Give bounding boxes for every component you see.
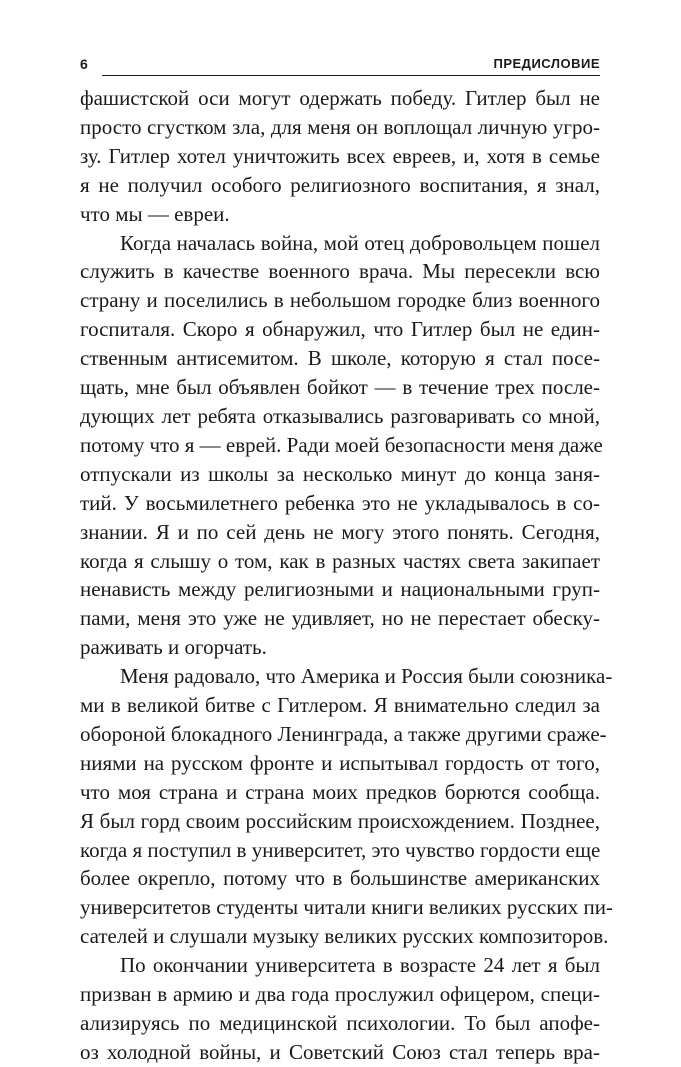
text-line: сателей и слушали музыку великих русских композиторов. — [80, 924, 609, 949]
paragraph — [80, 951, 600, 1067]
text-line: пами, меня это уже не удивляет, но не перестает обеску- — [80, 606, 600, 631]
text-line: когда я поступил в университет, это чувство гордости еще — [80, 837, 601, 862]
text-line: что мы — евреи. — [80, 201, 230, 226]
text-line: призван в армию и два года прослужил офицером, специ- — [80, 982, 600, 1007]
text-line: я не получил особого религиозного воспитания, я знал, — [80, 172, 600, 197]
text-line: потому что я — еврей. Ради моей безопасности меня даже — [80, 432, 603, 457]
paragraph — [80, 229, 603, 663]
text-line: знании. Я и по сей день не могу этого понять. Сегодня, — [80, 519, 600, 544]
text-body — [80, 84, 613, 1067]
text-line: ственным антисемитом. В школе, которую я стал посе- — [80, 346, 600, 371]
text-line: оз холодной войны, и Советский Союз стал теперь вра- — [80, 1039, 600, 1064]
page-number: 6 — [80, 56, 88, 72]
text-line: страну и поселились в небольшом городке близ военного — [80, 288, 600, 313]
text-line: тий. У восьмилетнего ребенка это не укладывалось в со- — [80, 490, 600, 515]
text-line: дующих лет ребята отказывались разговаривать со мной, — [80, 403, 600, 428]
text-line: раживать и огорчать. — [80, 635, 267, 660]
header-rule — [102, 75, 600, 76]
text-line: По окончании университета в возрасте 24 лет я был — [120, 953, 600, 978]
text-line: университетов студенты читали книги великих русских пи- — [80, 895, 613, 920]
text-line: фашистской оси могут одержать победу. Гитлер был не — [80, 86, 600, 110]
text-line: Когда началась война, мой отец добровольцем пошел — [120, 230, 600, 255]
text-line: госпиталя. Скоро я обнаружил, что Гитлер был не един- — [80, 317, 600, 342]
text-line: щать, мне был объявлен бойкот — в течение трех после- — [80, 375, 600, 400]
section-title: ПРЕДИСЛОВИЕ — [493, 56, 600, 71]
text-line: ми в великой битве с Гитлером. Я внимательно следил за — [80, 693, 600, 718]
text-line: ализируясь по медицинской психологии. То был апофе- — [80, 1011, 600, 1035]
paragraph — [80, 84, 600, 229]
running-header — [80, 55, 600, 81]
text-line: ненависть между религиозными и национальными груп- — [80, 577, 600, 602]
text-line: Я был горд своим российским происхождением. Позднее, — [80, 808, 600, 833]
text-line: обороной блокадного Ленинграда, а также другими сраже- — [80, 721, 607, 746]
text-line: ниями на русском фронте и испытывал гордость от того, — [80, 750, 600, 775]
text-line: отпускали из школы за несколько минут до конца заня- — [80, 461, 600, 486]
text-line: служить в качестве военного врача. Мы пересекли всю — [80, 259, 600, 284]
text-line: Меня радовало, что Америка и Россия были союзника- — [120, 664, 613, 689]
paragraph — [80, 662, 613, 951]
text-line: более окрепло, потому что в большинстве американских — [80, 866, 600, 891]
text-line: что моя страна и страна моих предков борются сообща. — [80, 779, 600, 804]
text-line: зу. Гитлер хотел уничтожить всех евреев, и, хотя в семье — [80, 143, 600, 168]
text-line: просто сгустком зла, для меня он воплощал личную угро- — [80, 114, 600, 139]
text-line: когда я слышу о том, как в разных частях света закипает — [80, 548, 600, 573]
